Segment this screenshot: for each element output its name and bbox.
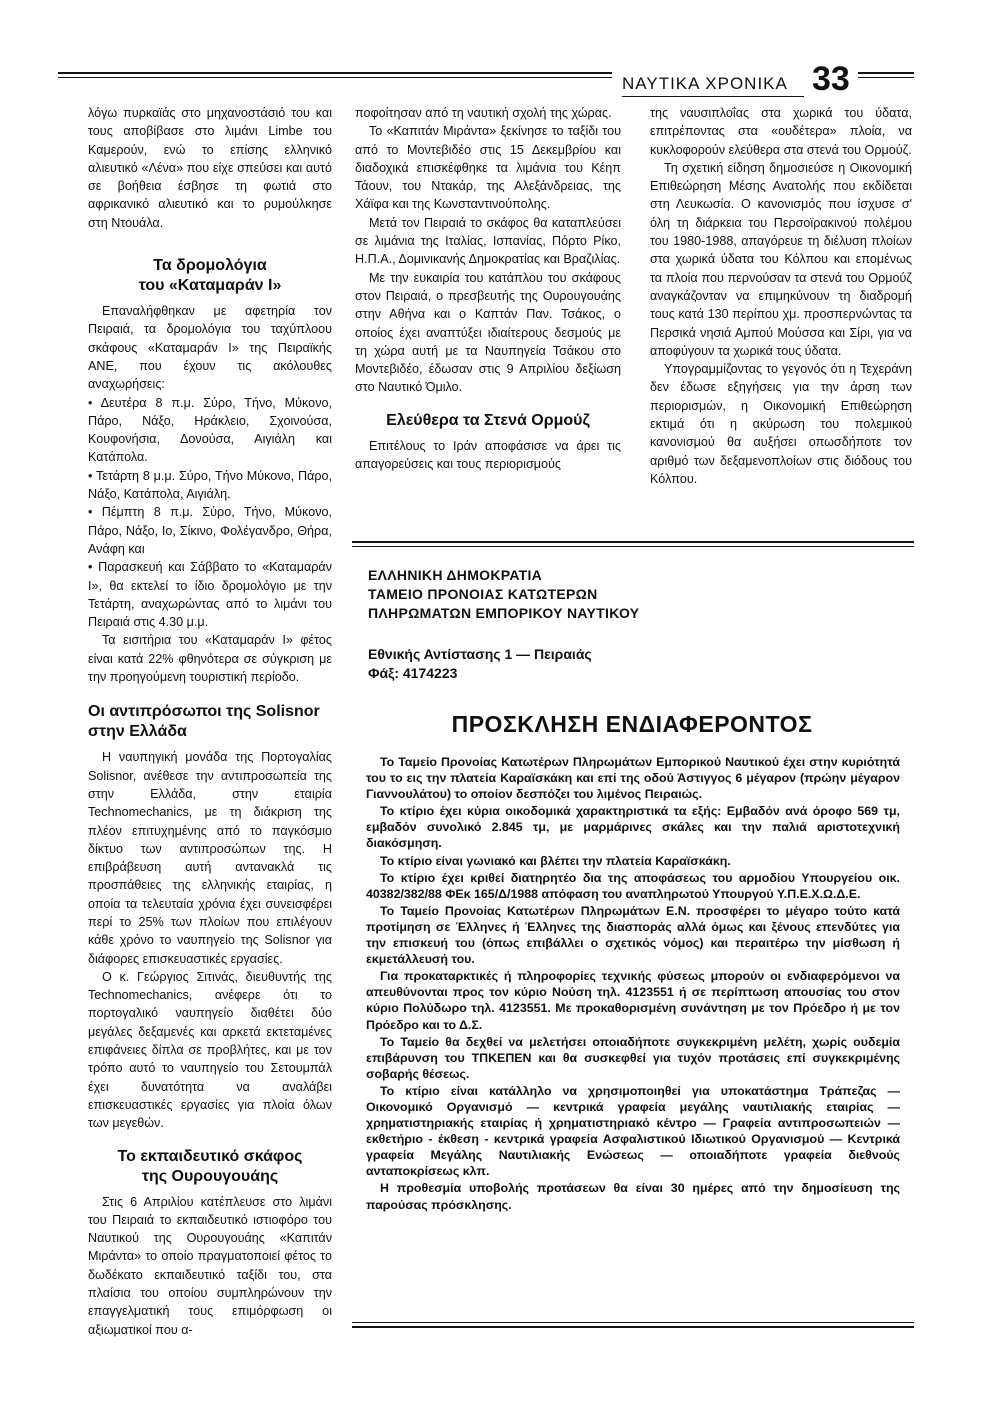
- header-rule-right-2: [858, 77, 914, 78]
- section-title-uruguay: [88, 1147, 332, 1187]
- notice-para: Το Ταμείο θα δεχθεί να μελετήσει οποιαδήποτε συγκεκριμένη μελέτη, χωρίς ουδεμία επιβάρυνση του ΤΠΚΕΠΕΝ και θα συσκεφθεί για τυχόν προτάσεις επί συγκεκριμένης σοβαρής θέσεως.: [366, 1034, 900, 1081]
- notice-para: Το Ταμείο Προνοίας Κατωτέρων Πληρωμάτων Εμπορικού Ναυτικού έχει στην κυριότητά του το εις την πλατεία Καραϊσκάκη και επί της οδού Άστιγγος 6 μέγαρον (πρώην μέγαρον Γιαννουλάτου) το οποίον δεσπόζει του λιμένος Πειραιώς.: [366, 755, 900, 802]
- notice-para: Το κτίριο έχει κύρια οικοδομικά χαρακτηριστικά τα εξής: Εμβαδόν ανά όροφο 569 τμ, εμβαδόν συνολικό 2.845 τμ, με μαρμάρινες σκάλες και την παλιά αριστοτεχνική διακόσμηση.: [366, 804, 900, 851]
- notice-para: Για προκαταρκτικές ή πληροφορίες τεχνικής φύσεως μπορούν οι ενδιαφερόμενοι να απευθύνονται προς τον κύριο Νούση τηλ. 4123551 ή σε περίπτωση απουσίας του στον κύριο Πολύδωρο τηλ. 4123551. Με προκαθορισμένη συνάντηση με τον Πρόεδρο ή με τον Πρόεδρο και το Δ.Σ.: [366, 969, 900, 1032]
- col1-intro: λόγω πυρκαϊάς στο μηχανοστάσιό του και τους αποβίβασε στο λιμάνι Limbe του Καμερούν, ενώ το επίσης ελληνικό αλιευτικό «Λένα» που είχε σπεύσει και αυτό σε βοήθεια έσβησε τη φωτιά στο αφρικανικό αλιευτικό και το ρυμούλκησε στη Ντουάλα.: [88, 106, 332, 230]
- catamaran-tickets-para: Τα εισιτήρια του «Καταμαράν Ι» φέτος είναι κατά 22% φθηνότερα σε σύγκριση με την προηγούμενη τουριστική περίοδο.: [88, 633, 332, 685]
- solisnor-para: Η ναυπηγική μονάδα της Πορτογαλίας Solisnor, ανέθεσε την αντιπροσωπεία της στην Ελλάδα, στην εταιρία Technomechanics, με τη διάκριση της πλέον επιτυχημένης από το παγκόσμιο δίκτυο των αντιπροσώπων της. Η επιβράβευση αυτή αντανακλά τις προσπάθειες της ελληνικής εταιρίας, η οποία τα τελευταία χρόνια έχει συνεισφέρει περί το 25% των πλοίων που επιλέγουν κάθε χρόνο το ναυπηγείο της Solisnor για διάφορες επισκευαστικές εργασίες.: [88, 750, 332, 966]
- header-rule-right: [858, 72, 914, 74]
- notice-body: [352, 754, 912, 1213]
- notice-box: [352, 546, 912, 1214]
- catamaran-para: Επαναλήφθηκαν με αφετηρία τον Πειραιά, τα δρομολόγια του ταχύπλοου σκάφους «Καταμαράν Ι» της Πειραϊκής ΑΝΕ, που έχουν τις ακόλουθες αναχωρήσεις:: [88, 304, 332, 392]
- section-title-uruguay-l1: Το εκπαιδευτικό σκάφος: [117, 1147, 303, 1165]
- catamaran-bullet: • Τετάρτη 8 μ.μ. Σύρο, Τήνο Μύκονο, Πάρο, Νάξο, Κατάπολα, Αιγιάλη.: [88, 468, 332, 502]
- notice-para: Το Ταμείο Προνοίας Κατωτέρων Πληρωμάτων Ε.Ν. προσφέρει το μέγαρο τούτο κατά προτίμηση σε Έλληνες ή Έλληνες της διασποράς αλλά όμως και ξένους επενδύτες για την επισκευή του (όπως επιβάλλει ο σχετικός νόμος) και περαιτέρω την μίσθωση ή εκμετάλλευσή του.: [366, 903, 900, 967]
- catamaran-bullet: • Δευτέρα 8 π.μ. Σύρο, Τήνο, Μύκονο, Πάρο, Νάξο, Ηράκλειο, Σχοινούσα, Κουφονήσια, Δονούσα, Αιγιάλη και Κατάπολα.: [88, 395, 332, 465]
- notice-para: Η προθεσμία υποβολής προτάσεων θα είναι 30 ημέρες από την δημοσίευση της παρούσας πρόσκλησης.: [366, 1181, 900, 1212]
- notice-title: ΠΡΟΣΚΛΗΣΗ ΕΝΔΙΑΦΕΡΟΝΤΟΣ: [451, 711, 813, 737]
- notice-rule-bottom-2: [352, 1326, 914, 1328]
- header-underline: [622, 96, 804, 97]
- col3-para: Τη σχετική είδηση δημοσιεύσε η Οικονομική Επιθεώρηση Μέσης Ανατολής που εκδίδεται στη Λευκωσία. Ο κανονισμός που ίσχυσε σ' όλη τη διάρκεια του Περσοϊρακινού πολέμου του 1980-1988, απαγόρευε τη διέλυση πλοίων στα χωρικά ύδατα του Κόλπου και επομένως τα πλοία που περνούσαν τα στενά του Ορμούζ αναγκάζονταν να επιμηκύνουν τη διαδρομή τους κατά 130 περίπου χμ. προσπερνώντας τα Περσικά νησιά Αμπού Μούσσα και Σίρι, για να αποφύγουν τα χωρικά τους ύδατα.: [650, 160, 912, 358]
- notice-address: Εθνικής Αντίστασης 1 — Πειραιάς: [368, 646, 592, 662]
- uruguay-para: Στις 6 Απριλίου κατέπλευσε στο λιμάνι του Πειραιά το εκπαιδευτικό ιστιοφόρο του Ναυτικού της Ουρουγουάης «Καπιτάν Μιράντα» το οποίο πραγματοποιεί φέτος το δωδέκατο εκπαιδευτικό ταξίδι του, στα πλαίσια του οποίου συμπληρώνουν την επαγγελματική τους επιμόρφωση οι αξιωματικοί που α-: [88, 1194, 332, 1337]
- col2-para: ποφοίτησαν από τη ναυτική σχολή της χώρας.: [355, 106, 612, 120]
- magazine-title: ΝΑΥΤΙΚΑ ΧΡΟΝΙΚΑ: [622, 74, 788, 93]
- col2-para: Με την ευκαιρία του κατάπλου του σκάφους στον Πειραιά, ο πρεσβευτής της Ουρουγουάης στην Αθήνα και ο Καπτάν Παν. Τσάκος, ο οποίος έχει αναπτύξει ιδιαίτερους δεσμούς με τη χώρα αυτή με τα Ναυπηγεία Τσάκου στο Μοντεβιδέο, έδωσαν στις 9 Απριλίου δεξίωση στο Ναυτικό Όμιλο.: [355, 270, 621, 395]
- notice-org-line: ΕΛΛΗΝΙΚΗ ΔΗΜΟΚΡΑΤΙΑ: [368, 567, 543, 583]
- section-title-solisnor: [88, 702, 332, 742]
- section-title-hormuz: Ελεύθερα τα Στενά Ορμούζ: [386, 411, 590, 429]
- section-title-uruguay-l2: της Ουρουγουάης: [141, 1167, 279, 1185]
- col2-para: Μετά τον Πειραιά το σκάφος θα καταπλεύσει σε λιμάνια της Ιταλίας, Ισπανίας, Πόρτο Ρίκο, Η.Π.Α., Δομινικανής Δημοκρατίας και Βραζιλίας.: [355, 215, 621, 267]
- notice-org-line: ΤΑΜΕΙΟ ΠΡΟΝΟΙΑΣ ΚΑΤΩΤΕΡΩΝ: [368, 586, 598, 602]
- section-title-solisnor-l1: Οι αντιπρόσωποι της Solisnor: [88, 703, 320, 721]
- notice-para: Το κτίριο είναι γωνιακό και βλέπει την πλατεία Καραϊσκάκη.: [380, 853, 731, 868]
- column-2: [355, 104, 621, 473]
- notice-contact: [368, 645, 912, 683]
- catamaran-bullet: • Πέμπτη 8 π.μ. Σύρο, Τήνο, Μύκονο, Πάρο, Νάξο, Ιο, Σίκινο, Φολέγανδρο, Θήρα, Ανάφη και: [88, 505, 332, 556]
- notice-rule-bottom: [352, 1322, 914, 1323]
- notice-para: Το κτίριο είναι κατάλληλο να χρησιμοποιηθεί για υποκατάστημα Τράπεζας — Οικονομικό Οργανισμό — κεντρικά γραφεία μεγάλης ναυτιλιακής εταιρίας — χρηματιστηριακής εταιρίας ή χρηματιστηριακό κέντρο — Γραφεία αντιπροσωπειών — εκθετήριο - έκθεση - κεντρικά γραφεία Ασφαλιστικού Ιδιωτικού Οργανισμού — Κεντρικά γραφεία Μεγάλης Ναυτιλιακής Ενώσεως — οποιαδήποτε γραφεία διεθνούς ανταποκρίσεως κλπ.: [366, 1083, 900, 1179]
- section-title-catamaran-l2: του «Καταμαράν Ι»: [138, 277, 282, 295]
- header-rule-bottom: [58, 77, 612, 78]
- notice-fax: Φάξ: 4174223: [368, 665, 458, 681]
- notice-org-line: ΠΛΗΡΩΜΑΤΩΝ ΕΜΠΟΡΙΚΟΥ ΝΑΥΤΙΚΟΥ: [368, 605, 640, 621]
- notice-rule-top: [352, 541, 914, 543]
- column-1: [88, 104, 332, 1339]
- page-number: 33: [812, 60, 850, 98]
- notice-para: Το κτίριο έχει κριθεί διατηρητέο δια της αποφάσεως του αρμοδίου Υπουργείου οικ. 40382/382/88 ΦΕκ 165/Δ/1988 απόφαση του αναπληρωτού Υπουργού Υ.Π.Ε.Χ.Ω.Δ.Ε.: [366, 870, 900, 901]
- solisnor-para: Ο κ. Γεώργιος Σιτινάς, διευθυντής της Technomechanics, ανέφερε ότι το πορτογαλικό ναυπηγείο διαθέτει δύο μεγάλες δεξαμενές και αρκετά εκτεταμένες επιφάνειες δίπλα σε προβλήτες, και με τον τρόπο αυτό το ναυπηγείο του Σετουμπάλ έχει δυνατότητα να αναλάβει επισκευαστικές εργασίες για πλοία όλων των μεγεθών.: [88, 969, 332, 1131]
- catamaran-bullet: • Παρασκευή και Σάββατο το «Καταμαράν Ι», θα εκτελεί το ίδιο δρομολόγιο με την Τετάρτη, αναχωρώντας από το λιμάνι του Πειραιά στις 4.30 μ.μ.: [88, 560, 332, 630]
- notice-organization: [368, 566, 912, 623]
- col3-para: Υπογραμμίζοντας το γεγονός ότι η Τεχεράνη δεν έδωσε εξηγήσεις για την άρση των περιορισμών, η Οικονομική Επιθεώρηση εκτιμά ότι η ακύρωση του πολεμικού κανονισμού θα αυξήσει οπωσδήποτε τον αριθμό των δεξαμενοπλοίων στις διόδους του Κόλπου.: [650, 362, 912, 486]
- section-title-catamaran-l1: Τα δρομολόγια: [153, 257, 267, 275]
- header-rule-top: [58, 72, 612, 74]
- section-title-solisnor-l2: στην Ελλάδα: [88, 723, 187, 741]
- column-3: [650, 104, 912, 488]
- section-title-catamaran: [88, 256, 332, 296]
- col2-para: Το «Καπιτάν Μιράντα» ξεκίνησε το ταξίδι του από το Μοντεβιδέο στις 15 Δεκεμβρίου και διαδοχικά επισκέφθηκε τα λιμάνια του Κέηπ Τάουν, του Ντακάρ, της Αλεξάνδρειας, της Χάϊφα και της Κωνσταντινούπολης.: [355, 124, 621, 212]
- col3-para: της ναυσιπλοΐας στα χωρικά του ύδατα, επιτρέποντας στα «ουδέτερα» πλοία, να κυκλοφορούν ελεύθερα στα στενά του Ορμούζ.: [650, 106, 912, 157]
- hormuz-para: Επιτέλους το Ιράν αποφάσισε να άρει τις απαγορεύσεις και τους περιορισμούς: [355, 438, 621, 472]
